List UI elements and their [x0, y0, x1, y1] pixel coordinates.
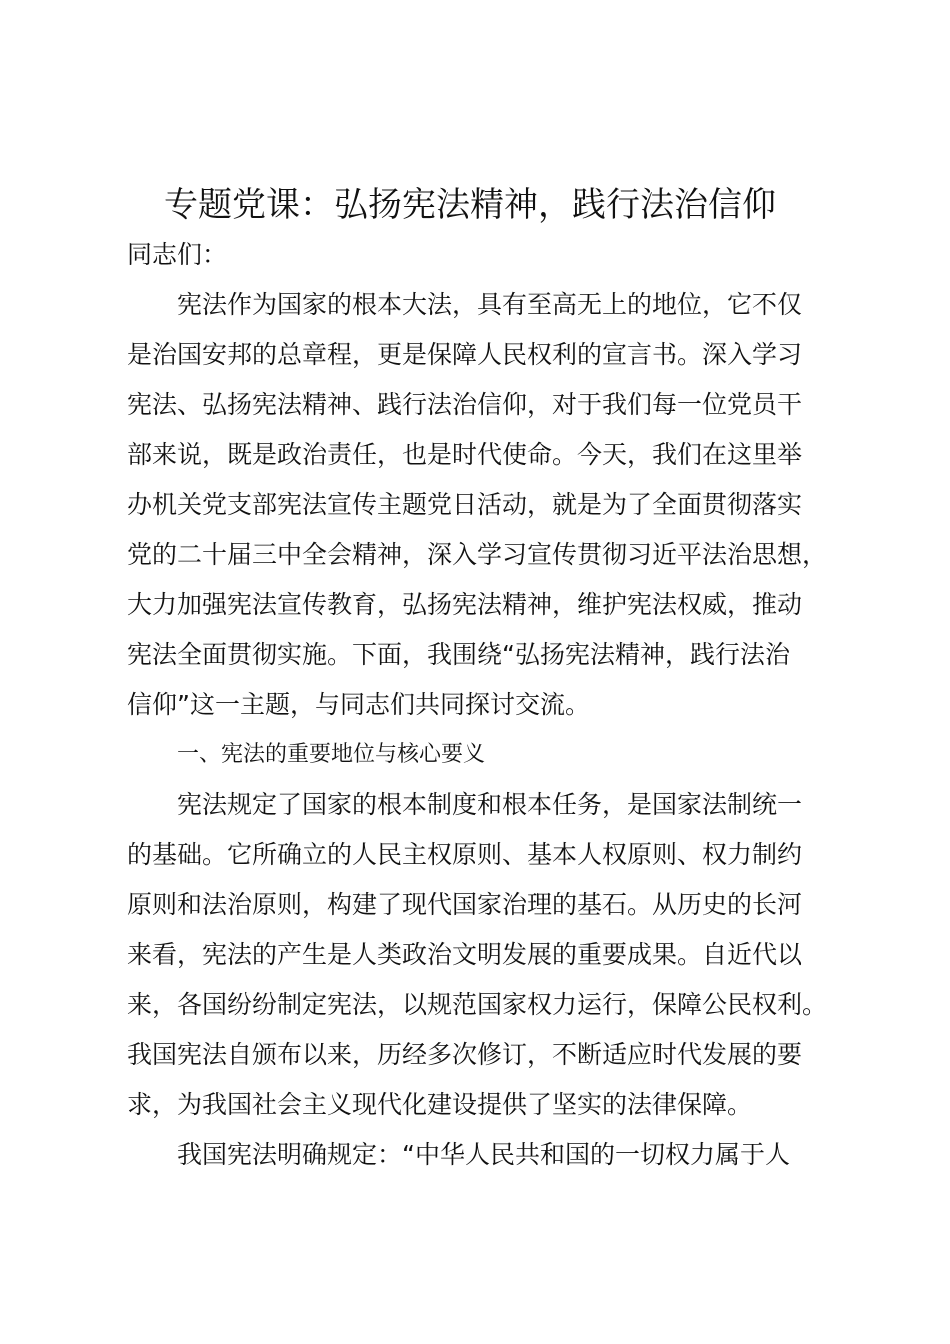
paragraph-2-line-4: 来看，宪法的产生是人类政治文明发展的重要成果。自近代以	[127, 940, 803, 969]
section-heading: 一、宪法的重要地位与核心要义	[177, 742, 486, 767]
paragraph-1-line-5: 办机关党支部宪法宣传主题党日活动，就是为了全面贯彻落实	[127, 490, 803, 519]
paragraph-2-line-1: 宪法规定了国家的根本制度和根本任务，是国家法制统一	[177, 790, 803, 819]
paragraph-1-line-9: 信仰”这一主题，与同志们共同探讨交流。	[127, 690, 590, 719]
document-body	[127, 230, 837, 1180]
paragraph-1-line-1: 宪法作为国家的根本大法，具有至高无上的地位，它不仅	[177, 290, 803, 319]
paragraph-1-line-7: 大力加强宪法宣传教育，弘扬宪法精神，维护宪法权威，推动	[127, 590, 803, 619]
paragraph-2-line-7: 求，为我国社会主义现代化建设提供了坚实的法律保障。	[127, 1090, 753, 1119]
paragraph-1-line-8: 宪法全面贯彻实施。下面，我围绕“弘扬宪法精神，践行法治	[127, 640, 790, 669]
salutation: 同志们：	[127, 240, 228, 269]
paragraph-1-line-2: 是治国安邦的总章程，更是保障人民权利的宣言书。深入学习	[127, 340, 803, 369]
paragraph-2-line-5: 来，各国纷纷制定宪法，以规范国家权力运行，保障公民权利。	[127, 990, 828, 1019]
paragraph-2-line-3: 原则和法治原则，构建了现代国家治理的基石。从历史的长河	[127, 890, 803, 919]
paragraph-1-line-4: 部来说，既是政治责任，也是时代使命。今天，我们在这里举	[127, 440, 803, 469]
paragraph-1-line-6: 党的二十届三中全会精神，深入学习宣传贯彻习近平法治思想，	[127, 540, 828, 569]
paragraph-1-line-3: 宪法、弘扬宪法精神、践行法治信仰，对于我们每一位党员干	[127, 390, 803, 419]
document-title: 专题党课：弘扬宪法精神，践行法治信仰	[164, 185, 776, 225]
paragraph-3-line-1: 我国宪法明确规定：“中华人民共和国的一切权力属于人	[177, 1140, 790, 1169]
paragraph-2-line-2: 的基础。它所确立的人民主权原则、基本人权原则、权力制约	[127, 840, 803, 869]
paragraph-2-line-6: 我国宪法自颁布以来，历经多次修订，不断适应时代发展的要	[127, 1040, 803, 1069]
